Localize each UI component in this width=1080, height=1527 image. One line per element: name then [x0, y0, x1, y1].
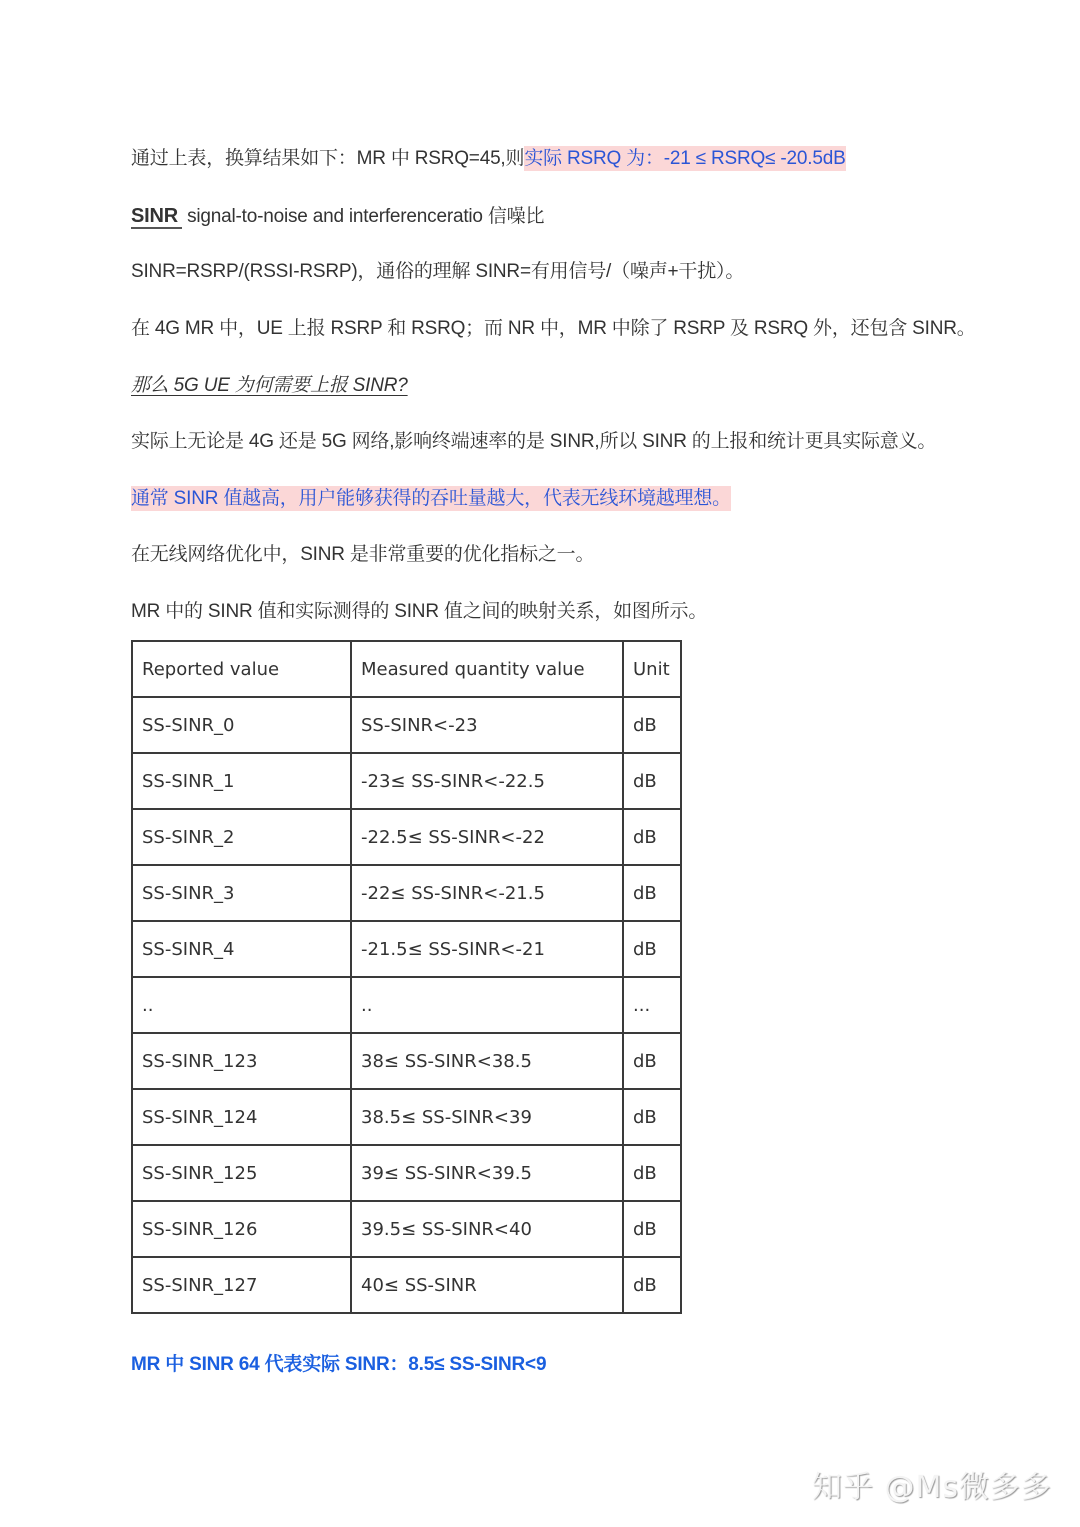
cell-reported: SS-SINR_125	[132, 1145, 351, 1201]
zhihu-watermark: 知乎 @Ms微多多	[812, 1470, 1053, 1505]
paragraph-sinr-throughput	[131, 485, 731, 513]
cell-unit: dB	[623, 1089, 681, 1145]
paragraph-sinr-definition	[131, 202, 544, 231]
paragraph-4g-vs-nr: 在 4G MR 中，UE 上报 RSRP 和 RSRQ；而 NR 中，MR 中除了 RSRP 及 RSRQ 外，还包含 SINR。	[131, 318, 976, 339]
header-reported-value: Reported value	[132, 641, 351, 697]
cell-unit: dB	[623, 865, 681, 921]
table-row	[132, 921, 681, 977]
cell-measured: 40≤ SS-SINR	[351, 1257, 623, 1313]
cell-unit: dB	[623, 1257, 681, 1313]
table-row-ellipsis	[132, 977, 681, 1033]
cell-reported: SS-SINR_0	[132, 697, 351, 753]
paragraph-question: 那么 5G UE 为何需要上报 SINR?	[131, 375, 408, 396]
cell-unit: dB	[623, 753, 681, 809]
table-row	[132, 809, 681, 865]
cell-unit: ...	[623, 977, 681, 1033]
table-row	[132, 1201, 681, 1257]
cell-reported: SS-SINR_2	[132, 809, 351, 865]
cell-unit: dB	[623, 921, 681, 977]
sinr-mapping-table	[131, 640, 682, 1314]
cell-unit: dB	[623, 1201, 681, 1257]
sinr-definition-text: signal-to-noise and interferenceratio 信噪比	[181, 206, 545, 227]
paragraph-sinr-formula: SINR=RSRP/(RSSI-RSRP)，通俗的理解 SINR=有用信号/（噪声+干扰）。	[131, 261, 745, 282]
rsrq-highlight: 实际 RSRQ 为：-21 ≤ RSRQ≤ -20.5dB	[524, 148, 846, 169]
table-row	[132, 1033, 681, 1089]
table-header-row	[132, 641, 681, 697]
table-row	[132, 1089, 681, 1145]
cell-measured: -22.5≤ SS-SINR<-22	[351, 809, 623, 865]
cell-measured: SS-SINR<-23	[351, 697, 623, 753]
cell-measured: ..	[351, 977, 623, 1033]
cell-reported: SS-SINR_4	[132, 921, 351, 977]
cell-unit: dB	[623, 697, 681, 753]
cell-reported: ..	[132, 977, 351, 1033]
cell-measured: -23≤ SS-SINR<-22.5	[351, 753, 623, 809]
cell-reported: SS-SINR_1	[132, 753, 351, 809]
cell-measured: 39.5≤ SS-SINR<40	[351, 1201, 623, 1257]
table-row	[132, 697, 681, 753]
table-row	[132, 753, 681, 809]
paragraph-mapping-intro: MR 中的 SINR 值和实际测得的 SINR 值之间的映射关系，如图所示。	[131, 601, 708, 622]
header-unit: Unit	[623, 641, 681, 697]
rsrq-result-text: 通过上表，换算结果如下：MR 中 RSRQ=45,则	[131, 148, 525, 169]
cell-reported: SS-SINR_123	[132, 1033, 351, 1089]
header-measured-value: Measured quantity value	[351, 641, 623, 697]
cell-unit: dB	[623, 809, 681, 865]
cell-measured: -22≤ SS-SINR<-21.5	[351, 865, 623, 921]
table-row	[132, 1257, 681, 1313]
paragraph-optimization: 在无线网络优化中，SINR 是非常重要的优化指标之一。	[131, 544, 595, 565]
cell-reported: SS-SINR_126	[132, 1201, 351, 1257]
paragraph-sinr-meaning: 实际上无论是 4G 还是 5G 网络,影响终端速率的是 SINR,所以 SINR 的上报和统计更具实际意义。	[131, 431, 937, 452]
cell-reported: SS-SINR_124	[132, 1089, 351, 1145]
conclusion-text: MR 中 SINR 64 代表实际 SINR：8.5≤ SS-SINR<9	[131, 1354, 547, 1375]
cell-unit: dB	[623, 1033, 681, 1089]
cell-reported: SS-SINR_3	[132, 865, 351, 921]
cell-measured: 39≤ SS-SINR<39.5	[351, 1145, 623, 1201]
table-row	[132, 865, 681, 921]
cell-reported: SS-SINR_127	[132, 1257, 351, 1313]
cell-measured: 38.5≤ SS-SINR<39	[351, 1089, 623, 1145]
cell-unit: dB	[623, 1145, 681, 1201]
cell-measured: -21.5≤ SS-SINR<-21	[351, 921, 623, 977]
sinr-heading: SINR	[131, 205, 182, 229]
cell-measured: 38≤ SS-SINR<38.5	[351, 1033, 623, 1089]
throughput-highlight: 通常 SINR 值越高，用户能够获得的吞吐量越大，代表无线环境越理想。	[131, 488, 731, 509]
table-row	[132, 1145, 681, 1201]
paragraph-rsrq-result	[131, 145, 846, 173]
